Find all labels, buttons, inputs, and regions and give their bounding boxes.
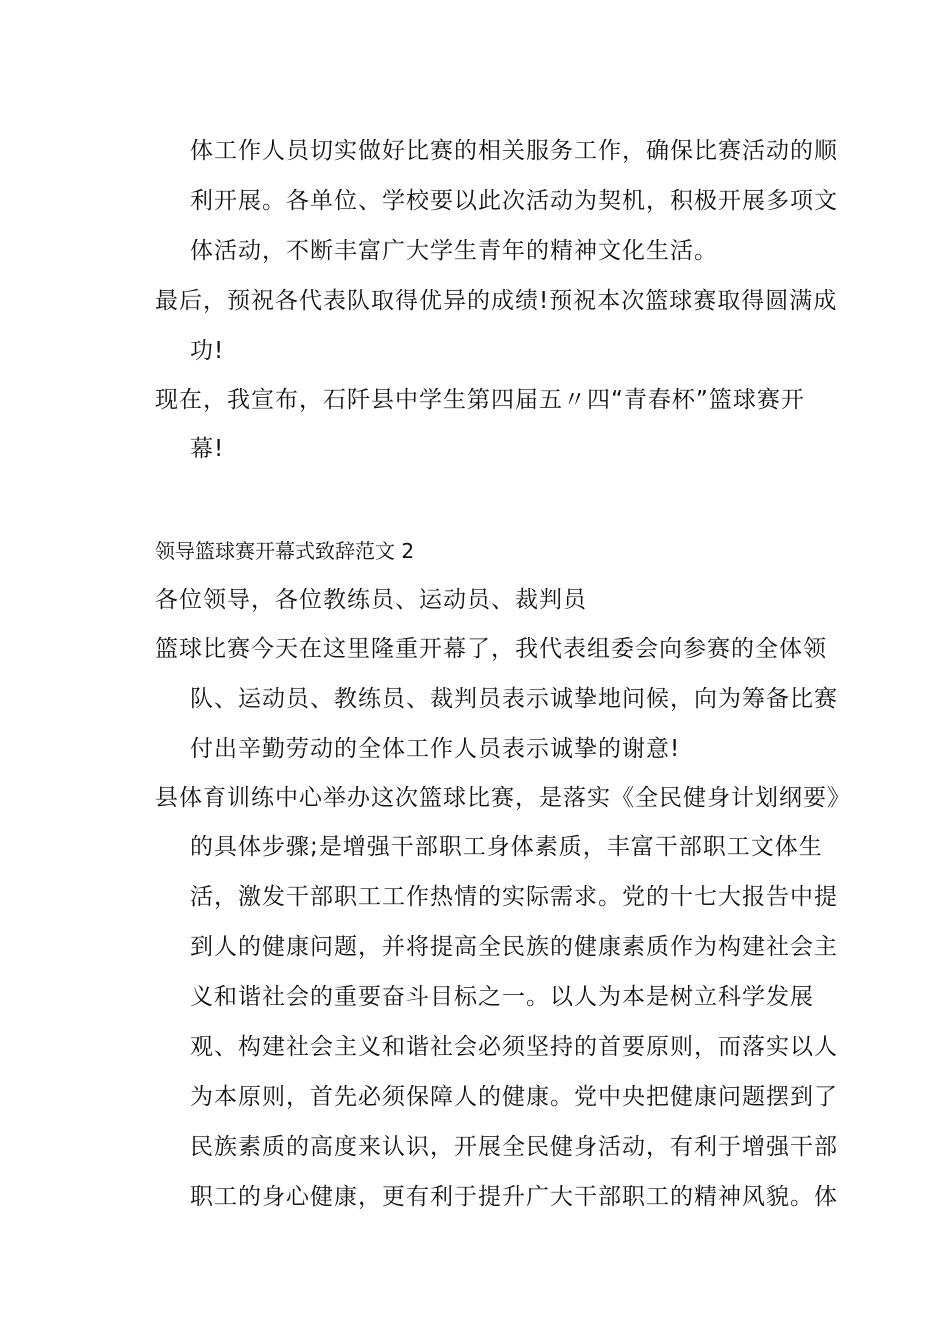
- paragraph-line: 为本原则，首先必须保障人的健康。党中央把健康问题摆到了: [190, 1084, 838, 1110]
- paragraph-line: 幕!: [190, 436, 225, 462]
- paragraph-line: 付出辛勤劳动的全体工作人员表示诚挚的谢意!: [190, 736, 681, 762]
- paragraph-line: 的具体步骤;是增强干部职工身体素质，丰富干部职工文体生: [190, 834, 823, 860]
- paragraph-line: 到人的健康问题，并将提高全民族的健康素质作为构建社会主: [190, 934, 838, 960]
- paragraph-line: 篮球比赛今天在这里隆重开幕了，我代表组委会向参赛的全体领: [155, 636, 827, 662]
- paragraph-line: 队、运动员、教练员、裁判员表示诚挚地问候，向为筹备比赛: [190, 686, 838, 712]
- paragraph-line: 民族素质的高度来认识，开展全民健身活动，有利于增强干部: [190, 1134, 838, 1160]
- paragraph-line: 体活动，不断丰富广大学生青年的精神文化生活。: [190, 238, 718, 264]
- paragraph-line: 最后，预祝各代表队取得优异的成绩!预祝本次篮球赛取得圆满成: [155, 288, 838, 314]
- paragraph-line: 活，激发干部职工工作热情的实际需求。党的十七大报告中提: [190, 884, 838, 910]
- section-title: 领导篮球赛开幕式致辞范文 2: [155, 539, 415, 563]
- paragraph-line: 体工作人员切实做好比赛的相关服务工作，确保比赛活动的顺: [190, 138, 838, 164]
- paragraph-line: 功!: [190, 338, 225, 364]
- paragraph-line: 现在，我宣布，石阡县中学生第四届五〃四“青春杯”篮球赛开: [155, 387, 805, 413]
- paragraph-line: 观、构建社会主义和谐社会必须坚持的首要原则，而落实以人: [190, 1034, 838, 1060]
- paragraph-line: 利开展。各单位、学校要以此次活动为契机，积极开展多项文: [190, 188, 838, 214]
- paragraph-line: 县体育训练中心举办这次篮球比赛，是落实《全民健身计划纲要》: [155, 785, 851, 811]
- paragraph-line: 义和谐社会的重要奋斗目标之一。以人为本是树立科学发展: [190, 984, 814, 1010]
- paragraph-line: 职工的身心健康，更有利于提升广大干部职工的精神风貌。体: [190, 1184, 838, 1210]
- salutation-line: 各位领导，各位教练员、运动员、裁判员: [155, 587, 587, 613]
